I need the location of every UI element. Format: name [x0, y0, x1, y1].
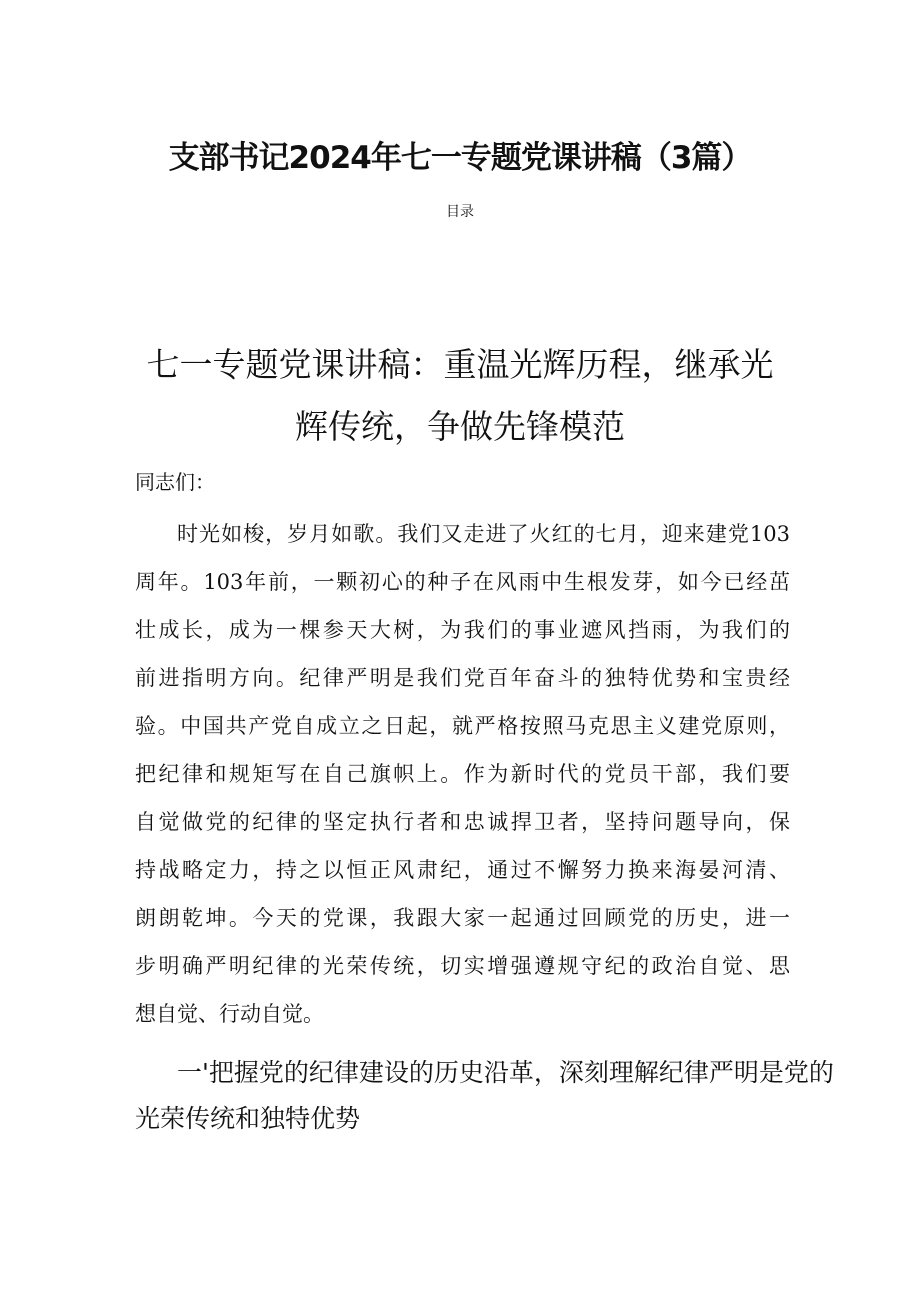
section-heading-line: 一'把握党的纪律建设的历史沿革，深刻理解纪律严明是党的	[177, 1058, 834, 1087]
paragraph-line: 时光如梭，岁月如歌。我们又走进了火红的七月，迎来建党103	[177, 522, 790, 546]
document-title: 支部书记2024年七一专题党课讲稿（3篇）	[168, 140, 752, 176]
article-title-line: 辉传统，争做先锋模范	[295, 407, 625, 446]
paragraph-line: 验。中国共产党自成立之日起，就严格按照马克思主义建党原则，	[135, 714, 790, 738]
table-of-contents-label: 目录	[446, 204, 474, 220]
section-heading	[135, 1050, 834, 1142]
article-title	[130, 334, 790, 458]
salutation: 同志们：	[135, 470, 215, 494]
paragraph-line: 壮成长，成为一棵参天大树，为我们的事业遮风挡雨，为我们的	[135, 618, 790, 642]
paragraph-line: 步明确严明纪律的光荣传统，切实增强遵规守纪的政治自觉、思	[135, 954, 790, 978]
body-paragraph	[135, 510, 790, 1038]
section-heading-line: 光荣传统和独特优势	[135, 1104, 361, 1133]
paragraph-line: 周年。103年前，一颗初心的种子在风雨中生根发芽，如今已经茁	[135, 570, 790, 594]
paragraph-line: 想自觉、行动自觉。	[135, 1002, 324, 1026]
paragraph-line: 持战略定力，持之以恒正风肃纪，通过不懈努力换来海晏河清、	[135, 858, 790, 882]
paragraph-line: 把纪律和规矩写在自己旗帜上。作为新时代的党员干部，我们要	[135, 762, 790, 786]
paragraph-line: 前进指明方向。纪律严明是我们党百年奋斗的独特优势和宝贵经	[135, 666, 790, 690]
paragraph-line: 自觉做党的纪律的坚定执行者和忠诚捍卫者，坚持问题导向，保	[135, 810, 790, 834]
paragraph-line: 朗朗乾坤。今天的党课，我跟大家一起通过回顾党的历史，进一	[135, 906, 790, 930]
article-title-line: 七一专题党课讲稿：重温光辉历程，继承光	[146, 345, 774, 384]
